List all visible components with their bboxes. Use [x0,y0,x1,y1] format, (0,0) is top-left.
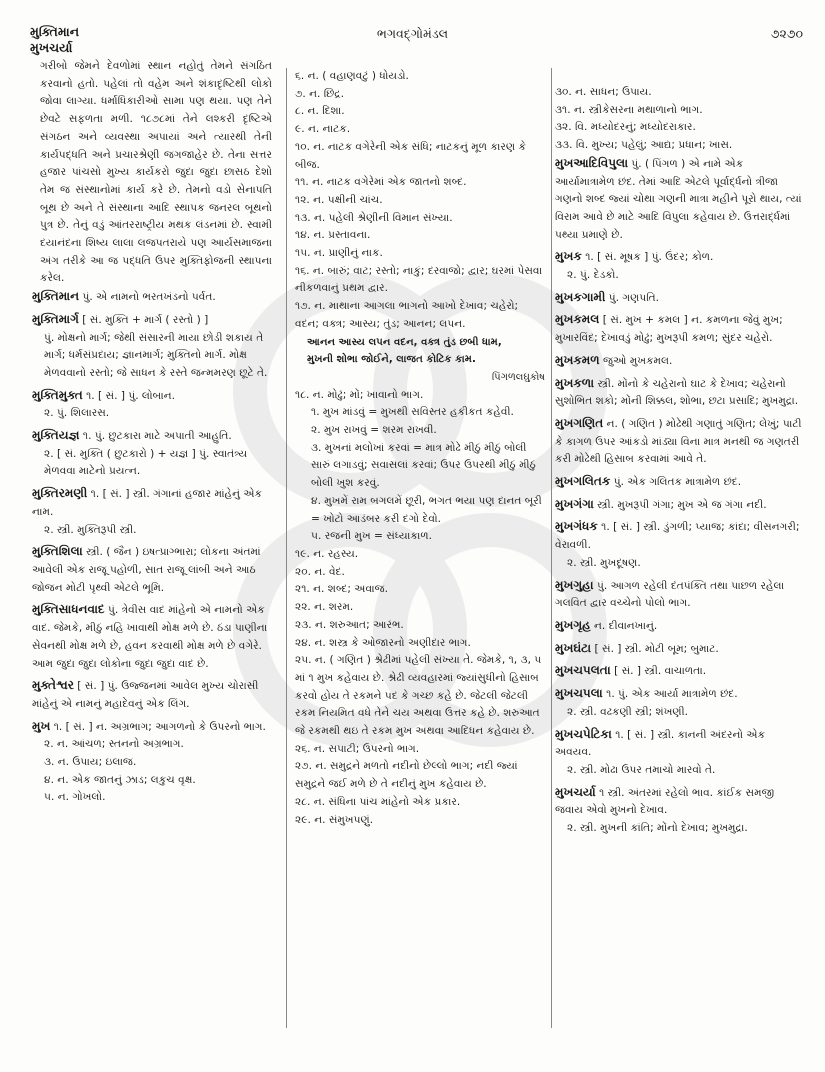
dictionary-entry [555,473,803,492]
definition-line: ૩. ન. ઉપાય; ઇલાજ. [44,756,137,769]
definition-line: ૧. [ સં. ] ન. અગ્રભાગ; આગળનો કે ઉપરનો ભાગ. [53,720,266,733]
dictionary-entry [555,289,803,308]
definition-line: પું. ( પિંગળ ) એ નામે એક આર્યામાત્રામેળ છંદ. તેમાં આદિ એટલે પૂર્વાર્દ્ધનો ત્રીજા ગણનો શબ્દ જ્યાં ચોથા ગણની માત્રા મહીને પૂરો થાય, ત્યાં વિરામ આવે છે માટે આદિ વિપુલા કહેવાય છે. ઉત્તરાર્દ્ધમાં પથ્યા પ્રમાણે છે. [555,157,802,241]
definition-line: પું. ગણપતિ. [608,291,660,304]
dictionary-entry [32,387,272,423]
dictionary-entry [555,640,803,659]
sense-item: ૨૮. ન. સંધિના પાંચ માંહેનો એક પ્રકાર. [295,795,461,808]
idiom-list [295,404,545,546]
headword: મુખગૃહ [555,617,591,632]
definition-line: [ સં. ] પું. ઉજ્જનમાં આવેલ મુખ્ય ચોરાસી માંહેનું એ નામનું મહાદેવનું એક લિંગ. [32,680,259,710]
dictionary-entry [32,288,272,307]
sense-item: ૨૫. ન. ( ગણિત ) શ્રેઢીમાં પહેલી સંખ્યા તે. જેમકે, ૧, ૩, ૫ માં ૧ મુખ કહેવાય છે. શ્રેઢી વ્યવહારમાં જ્યાંસુધીનો હિસાબ કરવો હોય તે રકમને પદ કે ગચ્છ કહે છે. જેટલી જેટલી રકમ નિયમિત વધે તેને ચય અથવા ઉત્તર કહે છે. શરુઆત જે રકમથી થઇ તે રકમ મુખ અથવા આદિધન કહેવાય છે. [295,654,542,738]
definition-line: ૨. સ્ત્રી. મોઢા ઉપર તમાચો મારવો તે. [567,763,716,776]
headword: મુખઘંટા [555,640,592,655]
definition-line: [ સં. મુખ + કમલ ] ન. કમળના જેવું મુખ; મુખારવિંદ; દેખાવડું મોઢું; મુખરૂપી કમળ; સુંદર ચહેરો. [555,314,783,345]
sense-item: ૨૬. ન. સપાટી; ઉપરનો ભાગ. [295,742,420,755]
sense-item: ૭. ન. છિદ્ર. [295,87,344,100]
sense-item: ૨૦. ન. વેદ. [295,565,345,578]
definition-line: ૧. [ સં. ] પું. લોબાન. [86,389,175,402]
headword: મુખગંગા [555,496,594,511]
dictionary-entry [32,601,272,673]
page-number: ૭૨૭૦ [770,26,803,41]
headword: મુખચર્યા [555,784,596,799]
dictionary-entry [32,311,272,383]
sense-item: ૨૯. ન. સંમુખપણું. [295,813,374,826]
dictionary-entry [555,248,803,284]
sense-list-continued [295,546,545,829]
dictionary-entry [555,155,803,245]
sense-item: ૧૪. ન. પ્રસ્તાવના. [295,229,371,242]
definition-line: સ્ત્રી. ( જૈન ) ઇષત્પ્રાગ્ભારા; લોકના અંતમાં આવેલી એક રાજૂ પહોળી, સાત રાજૂ લાંબી અને આઠ જોજન મોટી પૃથ્વી એટલે ભૂમિ. [32,546,261,594]
guide-word-first: મુક્તિમાન [30,24,80,39]
definition-line: ૨. સ્ત્રી. મુક્તિરૂપી સ્ત્રી. [44,523,137,536]
definition-line: ૨. [ સં. મુક્તિ ( છુટકારો ) + યજ્ઞ ] પું. સ્વાતંત્ર્ય મેળવવા માટેનો પ્રયત્ન. [44,447,248,478]
dictionary-entry [32,427,272,481]
sense-item: ૩૧. ન. સ્ત્રીકેસરના મથાળાનો ભાગ. [555,103,703,116]
dictionary-entry [555,784,803,838]
definition-line: પું. એક ગલિતક માત્રામેળ છંદ. [613,476,742,489]
definition-line: [ સં. ] સ્ત્રી. મોટી બૂમ; બુમાટ. [594,642,719,655]
verse-line-1: આનન આસ્ય લપન વદન, વક્ત્ર તુંડ છબી ધામ, [307,336,502,348]
dictionary-entry [555,617,803,636]
definition-line: સ્ત્રી. મોંનો કે ચહેરાનો ઘાટ કે દેખાવ; ચહેરાનો સુશોભિત શકો; મોંની શિક્કલ, શોભા, છટા પ્રસાદિ; મુખમુદ્રા. [555,377,799,408]
sense-list [295,68,545,334]
sense-item: ૧૬. ન. બારું; વાટ; રસ્તો; નાકું; દરવાજો; દ્વાર; ઘરમાં પેસવા નીકળવાનું પ્રથમ દ્વાર. [295,264,543,295]
dictionary-entry [555,415,803,469]
definition-line: ૨. સ્ત્રી. મુખદૂષણ. [567,556,641,569]
dictionary-entry [555,726,803,780]
dictionary-entry [32,718,272,808]
guide-word-last: મુખચર્યા [30,40,73,55]
headword: મુક્તિરમણી [32,486,88,501]
definition-line: પું. આગળ રહેલી દંતપંક્તિ તથા પાછળ રહેલા ગલવિત દ્વાર વચ્ચેનો પોલો ભાગ. [555,579,785,610]
dictionary-entry [555,518,803,572]
headword: મુખગણિત [555,415,604,430]
definition-line: જુઓ મુખકમલ. [603,354,673,367]
definition-line: ૪. ન. એક જાતનું ઝાડ; લકુચ વૃક્ષ. [44,773,196,786]
headword: મુખ [32,718,51,733]
definition-line: પું. એ નામનો ભરતખંડનો પર્વત. [82,291,216,304]
page-header [0,0,825,56]
dictionary-entry [555,352,803,371]
definition-line: [ સં. ] સ્ત્રી. વાચાળતા. [614,665,707,678]
dictionary-entry [555,685,803,721]
headword: મુખચપલતા [555,663,611,678]
sense-item: ૩૨. વિ. મધ્યોદરનું; મધ્યોદરાકાર. [555,121,696,134]
idiom-item: ૪. મુખમેં રામ બગલમેં છૂરી, ભગત ભયા પણ દાનત બૂરી = ખોટો આડંબર કરી દગો દેવો. [311,494,542,525]
sense-item: ૨૧. ન. શબ્દ; અવાજ. [295,583,389,596]
definition-line: સ્ત્રી. મુખરૂપી ગંગા; મુખ એ જ ગંગા નદી. [597,498,767,511]
definition-line: ૧. પું. છુટકારા માટે અપાતી આહુતિ. [82,430,232,443]
dictionary-entry [32,677,272,713]
sense-item: ૧૨. ન. પક્ષીની ચાંચ. [295,193,383,206]
headword: મુખકમળ [555,352,600,367]
sense-item: ૧૯. ન. રહસ્ય. [295,547,359,560]
headword: મુક્તિમાન [32,289,80,304]
headword: મુક્તિયજ્ઞ [32,428,80,443]
dictionary-entry [32,485,272,539]
sense-item: ૬. ન. ( વહાણવટું ) ધોયડો. [295,70,409,82]
verse-line-2: મુખની શોભા જોઈને, લાજત કોટિક કામ. [307,354,476,366]
definition-line: ૧. [ સં. ] સ્ત્રી. ડુંગળી; પ્યાજ; કાંદા; વીસનગરી; વેરાવળી. [555,521,800,552]
dictionary-entry [555,662,803,681]
definition-line: પું. ત્રેવીસ વાદ માંહેનો એ નામનો એક વાદ. જેમકે, મીઠું નહિ ખાવાથી મોક્ષ મળે છે. ઠંડા પાણીના સેવનથી મોક્ષ મળે છે, હવન કરવાથી મોક્ષ મળે છે વગેરે. આમ જુદા જુદા લોકોના જુદા જુદા વાદ છે. [32,604,268,670]
headword: મુખઆદિવિપુલા [555,155,629,170]
definition-line: ૧. [ સં. ] સ્ત્રી. કાનની અંદરનો એક અવયવ. [555,728,766,759]
sense-item: ૧૭. ન. માથાના આગલા ભાગનો આખો દેખાવ; ચહેરો; વદન; વક્ત્ર; આસ્ય; તુંડ; આનન; લપન. [295,300,519,330]
middle-column [286,68,552,1028]
left-entries [32,288,272,807]
headword: મુખક [555,249,582,264]
definition-line: ૧. પું. એક આર્યા માત્રામેળ છંદ. [606,688,738,701]
headword: મુખગલિતક [555,474,611,489]
verse-source: પિંગળલઘુકોષ [491,371,545,383]
idiom-item: ૫. રજની મુખ = સંધ્યાકાળ. [311,530,433,543]
headword: મુક્તેશ્વર [32,678,74,693]
sense-item: ૧૧. ન. નાટક વગેરેમાં એક જાતનો શબ્દ. [295,176,467,189]
definition-line: ૨. સ્ત્રી. વઢકણી સ્ત્રી; શંખણી. [567,705,689,718]
sense-item: ૯. ન. નાટક. [295,123,351,136]
headword: મુખગંધક [555,519,598,534]
headword: મુખકગામી [555,289,606,304]
dictionary-entry [555,496,803,515]
idiom-item: ૨. મુખ રાખવું = શરમ રાખવી. [311,424,437,437]
headword: મુક્તિમુક્ત [32,387,83,402]
sense-item: ૧૫. ન. પ્રાણીનું નાક. [295,247,383,260]
headword: મુખચપલા [555,686,603,701]
definition-line: ન. દીવાનખાનું. [594,619,658,632]
idiom-item: ૧. મુખ માંડવું = મુખથી સવિસ્તર હકીકત કહેવી. [311,406,514,419]
definition-line: ૧. [ સં. મૂષક ] પું. ઉંદર; કોળ. [585,251,714,264]
sense-item: ૩૩. વિ. મુખ્ય; પહેલું; આદ્ય; પ્રધાન; ખાસ. [555,139,733,152]
continued-paragraph: ગરીબો જેમને દેવળોમાં સ્થાન નહોતું તેમને સંગઠિત કરવાનો હતો. પહેલાં તો વહેમ અને શંકાદૃષ્ટિથી લોકો જોવા લાગ્યા. ધર્માધિકારીઓ સામા પણ થયા. પણ તેને છેવટે સફળતા મળી. ૧૮૭૮માં તેને લશ્કરી દૃષ્ટિએ સંગઠન અને વ્યવસ્થા અપાયાં અને ત્યારથી તેની કાર્યપદ્ધતિ અને પ્રચારશ્રેણી જગજાહેર છે. તેના સત્તર હજાર પાંચસો મુખ્ય કાર્યકરો જુદા જુદા છાસઠ દેશો તેમ જ સંસ્થાનોમાં કાર્ય કરે છે. તેમનો વડો સેનાપતિ બૂથ છે અને તે સંસ્થાના આદિ સ્થાપક જનરલ બૂથનો પુત્ર છે. તેનું વડું આંતરરાષ્ટ્રીય મથક લંડનમાં છે. સ્વામી દયાનંદના શિષ્ય લાલા લજપતરાયે પણ આર્યસમાજના અંગ તરીકે આ જ પદ્ધતિ ઉપર મુક્તિફોજની સ્થાપના કરેલ. [40,60,272,285]
sense-item: ૮. ન. દિશા. [295,105,345,118]
sense-item: ૩૦. ન. સાધન; ઉપાય. [555,86,652,98]
headword: મુક્તિસાધનવાદ [32,602,105,617]
definition-line: ન. ( ગણિત ) મોઢેથી ગણાતું ગણિત; લેખું; પાટી કે કાગળ ઉપર આંકડો માંડ્યા વિના માત્ર મનથી જ ગણતરી કરી મોઢેથી હિસાબ કરવામાં આવે તે. [555,417,802,466]
definition-line: ૧ સ્ત્રી. અંતરમાં રહેલો ભાવ. કાંઈક સમજી જવાય એવો મુખનો દેખાવ. [555,786,775,817]
headword: મુક્તિશિલા [32,544,83,559]
dictionary-entry [555,577,803,613]
dictionary-entry [555,311,803,347]
dictionary-entry [32,543,272,597]
right-column [555,84,803,1072]
sense-item: ૧૩. ન. પહેલી શ્રેણીની વિમાન સંખ્યા. [295,211,453,224]
headword: મુખચપેટિકા [555,726,612,741]
sense-list [555,84,803,155]
definition-line: ૫. ન. ગોખલો. [44,791,106,804]
headword: મુખગુહા [555,577,594,592]
headword: મુક્તિમાર્ગ [32,311,79,326]
definition-line: ૨. સ્ત્રી. મુખની કાંતિ; મોંનો દેખાવ; મુખમુદ્રા. [567,822,748,835]
headword: મુખકમલ [555,312,600,327]
sense-18: ૧૮. ન. મોઢું; મોં; ખાવાનો ભાગ. [295,388,424,401]
right-entries [555,155,803,838]
sense-item: ૧૦. ન. નાટક વગેરેની એક સંધિ; નાટકનું મૂળ કારણ કે બીજ. [295,140,526,171]
definition-line: પું. મોક્ષનો માર્ગ; જેથી સંસારની માયા છોડી શકાય તે માર્ગ; ધર્મસંપ્રદાય; જ્ઞાનમાર્ગ; મુક્તિનો માર્ગ. મોક્ષ મેળવવાનો રસ્તો; જે સાધન કે રસ્તે જન્મમરણ છૂટે તે. [44,331,268,379]
definition-line: ૨. ન. આંચળ; સ્તનનો અગ્રભાગ. [44,738,184,751]
left-column [32,58,272,1072]
sense-item: ૨૩. ન. શરુઆત; આરંભ. [295,618,404,631]
sense-item: ૨૪. ન. શસ્ત્ર કે ઓજારનો અણીદાર ભાગ. [295,636,471,649]
idiom-item: ૩. મુખનાં મલોખાં કરવાં = માત્ર મોઢે મીઠું મીઠું બોલી સારું લગાડવું; સવાસલાં કરવાં; ઉપર ઉપરથી મીઠું મીઠું બોલી ખુશ કરવું. [311,441,536,490]
definition-line: ૧. [ સં. ] સ્ત્રી. ગંગાનાં હજાર માંહેનું એક નામ. [32,488,263,518]
headword: મુખકળા [555,375,595,390]
dictionary-entry [555,375,803,411]
sense-item: ૨૭. ન. સમુદ્રને મળતો નદીનો છેલ્લો ભાગ; નદી જ્યાં સમુદ્રને જઈ મળે છે તે નદીનું મુખ કહેવાય છે. [295,760,518,791]
dictionary-title: ભગવદ્ગોમંડલ [376,26,449,41]
definition-line: [ સં. મુક્તિ + માર્ગ ( રસ્તો ) ] [82,313,209,326]
verse-quote [295,334,545,387]
sense-item: ૨૨. ન. શરમ. [295,601,354,614]
definition-line: ૨. પું. શિલારસ. [44,407,110,420]
definition-line: ૨. પું. દેડકો. [567,269,619,282]
